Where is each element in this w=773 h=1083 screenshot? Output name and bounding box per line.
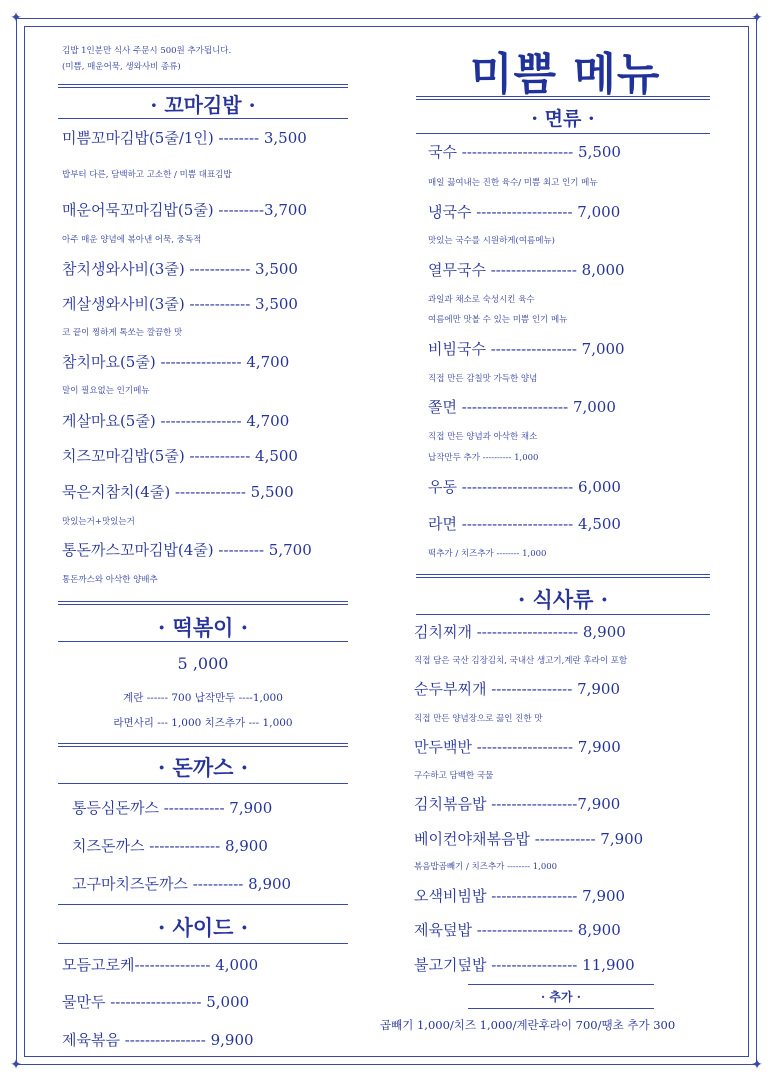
menu-note: 맛있는거+맛있는거 — [62, 517, 135, 527]
menu-note: 떡추가 / 치즈추가 -------- 1,000 — [428, 549, 547, 559]
divider — [468, 984, 654, 985]
menu-item-meal: 제육덮밥 ------------------- 8,900 — [414, 921, 621, 939]
corner-ornament-icon: ✦ — [10, 10, 22, 26]
menu-item-meal: 만두백반 ------------------- 7,900 — [414, 738, 621, 756]
menu-note: 볶음밥곱빼기 / 치즈추가 -------- 1,000 — [414, 862, 558, 872]
menu-note: 매일 끓여내는 진한 육수/ 미쁨 최고 인기 메뉴 — [428, 178, 598, 188]
section-title-side: · 사이드 · — [157, 915, 249, 940]
menu-item-kimbap: 묵은지참치(4줄) -------------- 5,500 — [62, 483, 294, 501]
menu-item-donkatsu: 고구마치즈돈까스 ---------- 8,900 — [72, 875, 292, 893]
divider — [58, 84, 348, 85]
divider — [58, 641, 348, 642]
divider — [58, 601, 348, 602]
extras-text: 곱빼기 1,000/치즈 1,000/계란후라이 700/땡초 추가 300 — [380, 1018, 676, 1032]
divider — [416, 574, 710, 575]
section-title-tteokbokki: · 떡볶이 · — [157, 615, 249, 640]
menu-item-noodle: 열무국수 ----------------- 8,000 — [428, 261, 625, 279]
menu-item-kimbap: 참치마요(5줄) ---------------- 4,700 — [62, 353, 290, 371]
menu-note: 직접 만든 양념장으로 끓인 진한 맛 — [414, 714, 543, 724]
divider — [416, 577, 710, 578]
menu-item-noodle: 비빔국수 ----------------- 7,000 — [428, 340, 625, 358]
divider — [58, 118, 348, 119]
menu-item-kimbap: 게살생와사비(3줄) ------------ 3,500 — [62, 295, 298, 313]
menu-item-meal: 김치볶음밥 -----------------7,900 — [414, 795, 621, 813]
menu-item-noodle: 냉국수 ------------------- 7,000 — [428, 203, 621, 221]
divider — [58, 743, 348, 744]
menu-item-meal: 순두부찌개 ---------------- 7,900 — [414, 680, 621, 698]
tteokbokki-options: 계란 ------ 700 납작만두 ----1,000 — [123, 692, 283, 704]
menu-item-noodle: 쫄면 --------------------- 7,000 — [428, 398, 616, 416]
menu-item-side: 제육볶음 ---------------- 9,900 — [62, 1031, 254, 1049]
divider — [416, 133, 710, 134]
menu-note: 여름에만 맛볼 수 있는 미쁨 인기 메뉴 — [428, 315, 568, 325]
tteokbokki-price: 5 ,000 — [177, 654, 229, 673]
divider — [58, 87, 348, 88]
menu-note: 아주 매운 양념에 볶아낸 어묵, 중독적 — [62, 235, 202, 245]
menu-note: 말이 필요없는 인기메뉴 — [62, 386, 150, 396]
corner-ornament-icon: ✦ — [10, 1057, 22, 1073]
menu-item-side: 물만두 ------------------ 5,000 — [62, 993, 250, 1011]
divider — [468, 1008, 654, 1009]
menu-item-kimbap: 참치생와사비(3줄) ------------ 3,500 — [62, 260, 298, 278]
divider — [416, 96, 710, 97]
section-title-kimbap: · 꼬마김밥 · — [150, 93, 256, 117]
divider — [416, 614, 710, 615]
corner-ornament-icon: ✦ — [751, 10, 763, 26]
menu-note: 구수하고 담백한 국물 — [414, 771, 494, 781]
menu-item-meal: 불고기덮밥 ----------------- 11,900 — [414, 956, 635, 974]
menu-item-side: 모듬고로케--------------- 4,000 — [62, 956, 259, 974]
tteokbokki-options: 라면사리 --- 1,000 치즈추가 --- 1,000 — [113, 717, 293, 729]
divider — [58, 783, 348, 784]
menu-note: 과일과 채소로 숙성시킨 육수 — [428, 295, 535, 305]
page-title: 미쁨 메뉴 — [470, 49, 661, 100]
divider — [58, 604, 348, 605]
menu-item-kimbap: 미쁨꼬마김밥(5줄/1인) -------- 3,500 — [62, 129, 307, 147]
menu-item-meal: 오색비빔밥 ----------------- 7,900 — [414, 887, 626, 905]
menu-item-noodle: 라면 ---------------------- 4,500 — [428, 515, 621, 533]
menu-note: 코 끝이 찡하게 톡쏘는 깔끔한 맛 — [62, 328, 183, 338]
divider — [58, 746, 348, 747]
section-title-donkatsu: · 돈까스 · — [157, 755, 249, 780]
menu-item-kimbap: 게살마요(5줄) ---------------- 4,700 — [62, 412, 290, 430]
menu-note: 납작만두 추가 ---------- 1,000 — [428, 453, 539, 463]
notice-line-2: (미쁨, 매운어묵, 생와사비 종류) — [62, 62, 181, 72]
menu-item-meal: 김치찌개 -------------------- 8,900 — [414, 623, 626, 641]
menu-note: 밥부터 다른, 담백하고 고소한 / 미쁨 대표김밥 — [62, 170, 232, 180]
menu-note: 통돈까스와 아삭한 양배추 — [62, 575, 158, 585]
menu-item-kimbap: 통돈까스꼬마김밥(4줄) --------- 5,700 — [62, 541, 312, 559]
menu-item-donkatsu: 치즈돈까스 -------------- 8,900 — [72, 837, 268, 855]
menu-item-noodle: 국수 ---------------------- 5,500 — [428, 143, 621, 161]
divider — [58, 904, 348, 905]
menu-note: 직접 만든 양념과 아삭한 채소 — [428, 432, 538, 442]
divider — [416, 99, 710, 100]
menu-note: 직접 만든 감칠맛 가득한 양념 — [428, 374, 538, 384]
menu-item-kimbap: 매운어묵꼬마김밥(5줄) ---------3,700 — [62, 201, 307, 219]
menu-note: 직접 담은 국산 김장김치, 국내산 생고기,계란 후라이 포함 — [414, 656, 628, 666]
corner-ornament-icon: ✦ — [751, 1057, 763, 1073]
section-title-meals: · 식사류 · — [517, 587, 609, 612]
section-title-noodles: · 면류 · — [531, 108, 595, 130]
menu-item-donkatsu: 통등심돈까스 ------------ 7,900 — [72, 799, 273, 817]
menu-item-kimbap: 치즈꼬마김밥(5줄) ------------ 4,500 — [62, 447, 298, 465]
menu-item-meal: 베이컨야채볶음밥 ------------ 7,900 — [414, 830, 644, 848]
menu-note: 맛있는 국수를 시원하게(여름메뉴) — [428, 236, 555, 246]
divider — [58, 943, 348, 944]
section-title-extras: · 추가 · — [541, 990, 581, 1004]
notice-line-1: 김밥 1인분만 식사 주문시 500원 추가됩니다. — [62, 46, 232, 56]
menu-item-noodle: 우동 ---------------------- 6,000 — [428, 478, 621, 496]
